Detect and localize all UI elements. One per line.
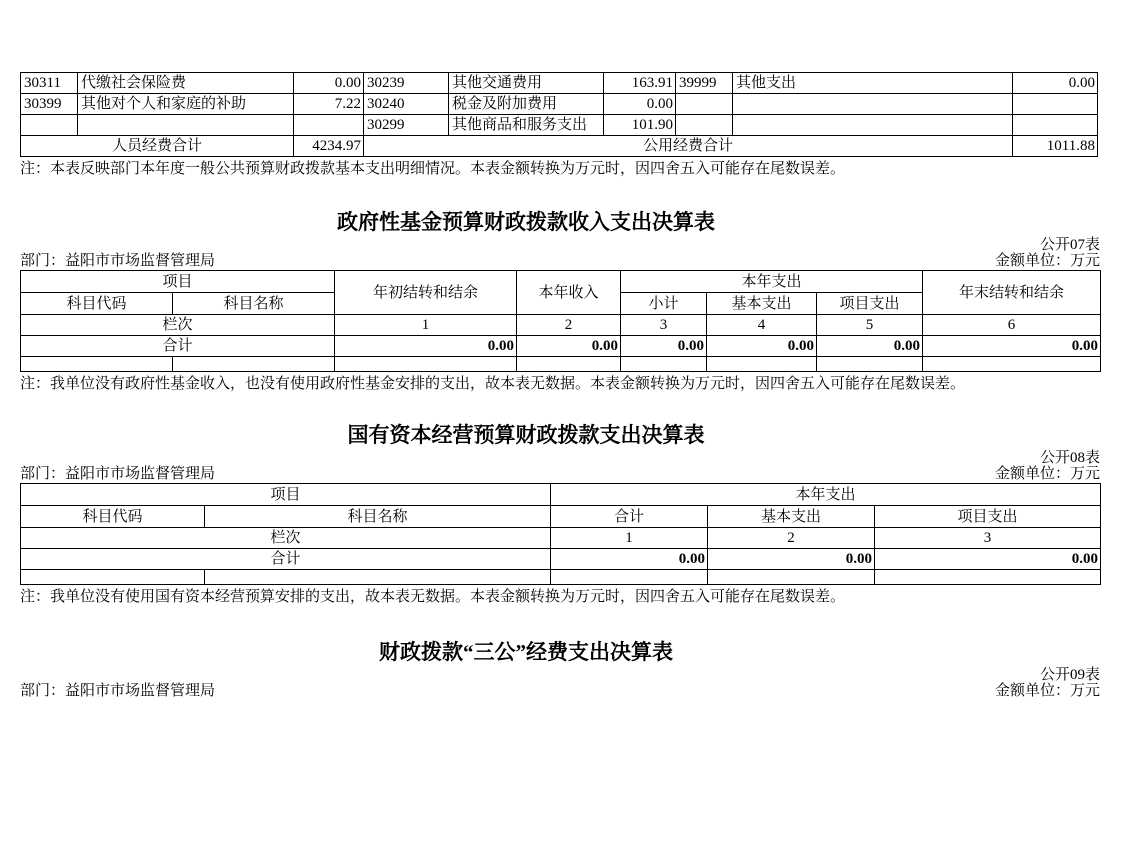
subject-code-cell bbox=[676, 115, 733, 136]
empty-cell bbox=[335, 357, 517, 372]
state-capital-title: 国有资本经营预算财政拨款支出决算表 bbox=[347, 423, 705, 447]
table-note: 注：我单位没有使用国有资本经营预算安排的支出，故本表无数据。本表金额转换为万元时，因四舍五入可能存在尾数误差。 bbox=[20, 589, 846, 605]
amount-cell: 0.00 bbox=[604, 94, 676, 115]
subject-name-cell: 代缴社会保险费 bbox=[78, 73, 294, 94]
empty-cell bbox=[551, 570, 708, 585]
unit-label: 金额单位：万元 bbox=[994, 683, 1100, 699]
total-value: 0.00 bbox=[551, 549, 708, 570]
table-note: 注：我单位没有政府性基金收入，也没有使用政府性基金安排的支出，故本表无数据。本表金额转换为万元时，因四舍五入可能存在尾数误差。 bbox=[20, 376, 966, 392]
subject-name-cell: 税金及附加费用 bbox=[449, 94, 604, 115]
header-row bbox=[21, 506, 1101, 528]
header-code: 科目代码 bbox=[21, 293, 173, 315]
subject-name-cell: 其他商品和服务支出 bbox=[449, 115, 604, 136]
amount-cell bbox=[1013, 115, 1098, 136]
header-basic: 基本支出 bbox=[708, 506, 875, 528]
table-meta-line bbox=[20, 253, 1100, 270]
header-project-exp: 项目支出 bbox=[875, 506, 1101, 528]
gov-fund-table bbox=[20, 270, 1101, 372]
empty-cell bbox=[205, 570, 551, 585]
column-index: 2 bbox=[517, 315, 621, 336]
sheet-number: 公开08表 bbox=[1039, 450, 1100, 466]
empty-cell bbox=[21, 570, 205, 585]
header-subtotal: 小计 bbox=[621, 293, 707, 315]
header-name: 科目名称 bbox=[205, 506, 551, 528]
empty-cell bbox=[621, 357, 707, 372]
header-row bbox=[21, 484, 1101, 506]
amount-cell: 0.00 bbox=[294, 73, 364, 94]
empty-cell bbox=[875, 570, 1101, 585]
column-index: 2 bbox=[708, 528, 875, 549]
header-row bbox=[21, 271, 1101, 293]
gov-fund-title: 政府性基金预算财政拨款收入支出决算表 bbox=[337, 210, 715, 234]
amount-cell: 163.91 bbox=[604, 73, 676, 94]
header-year-expense: 本年支出 bbox=[621, 271, 923, 293]
subject-code-cell: 30299 bbox=[364, 115, 449, 136]
subject-name-cell: 其他支出 bbox=[733, 73, 1013, 94]
total-label: 合计 bbox=[21, 336, 335, 357]
subject-name-cell bbox=[733, 115, 1013, 136]
total-value: 0.00 bbox=[335, 336, 517, 357]
basic-expenditure-table bbox=[20, 72, 1098, 157]
lanci-label: 栏次 bbox=[21, 315, 335, 336]
amount-cell: 7.22 bbox=[294, 94, 364, 115]
header-project: 项目 bbox=[21, 271, 335, 293]
column-index: 4 bbox=[707, 315, 817, 336]
department-label: 部门：益阳市市场监督管理局 bbox=[20, 253, 216, 269]
table-row bbox=[21, 115, 1098, 136]
column-index-row bbox=[21, 528, 1101, 549]
subject-code-cell bbox=[21, 115, 78, 136]
three-public-title: 财政拨款“三公”经费支出决算表 bbox=[379, 640, 673, 664]
total-value: 0.00 bbox=[923, 336, 1101, 357]
header-project: 项目 bbox=[21, 484, 551, 506]
table-row bbox=[21, 94, 1098, 115]
sheet-number: 公开09表 bbox=[1039, 667, 1100, 683]
department-label: 部门：益阳市市场监督管理局 bbox=[20, 683, 216, 699]
total-value: 0.00 bbox=[621, 336, 707, 357]
amount-cell: 0.00 bbox=[1013, 73, 1098, 94]
column-index: 3 bbox=[875, 528, 1101, 549]
lanci-label: 栏次 bbox=[21, 528, 551, 549]
total-label: 合计 bbox=[21, 549, 551, 570]
total-value: 0.00 bbox=[707, 336, 817, 357]
column-index: 6 bbox=[923, 315, 1101, 336]
header-total: 合计 bbox=[551, 506, 708, 528]
subject-code-cell: 30399 bbox=[21, 94, 78, 115]
public-total-label: 公用经费合计 bbox=[364, 136, 1013, 157]
header-year-expense: 本年支出 bbox=[551, 484, 1101, 506]
subject-code-cell: 39999 bbox=[676, 73, 733, 94]
subject-code-cell: 30240 bbox=[364, 94, 449, 115]
department-label: 部门：益阳市市场监督管理局 bbox=[20, 466, 216, 482]
empty-row bbox=[21, 357, 1101, 372]
empty-cell bbox=[707, 357, 817, 372]
unit-label: 金额单位：万元 bbox=[994, 466, 1100, 482]
empty-cell bbox=[517, 357, 621, 372]
subject-name-cell bbox=[78, 115, 294, 136]
total-row bbox=[21, 336, 1101, 357]
empty-cell bbox=[708, 570, 875, 585]
column-index: 1 bbox=[551, 528, 708, 549]
empty-cell bbox=[817, 357, 923, 372]
subject-code-cell: 30311 bbox=[21, 73, 78, 94]
empty-row bbox=[21, 570, 1101, 585]
header-project-exp: 项目支出 bbox=[817, 293, 923, 315]
total-row bbox=[21, 549, 1101, 570]
column-index: 5 bbox=[817, 315, 923, 336]
table-row bbox=[21, 73, 1098, 94]
subject-name-cell bbox=[733, 94, 1013, 115]
document-page bbox=[20, 72, 1100, 700]
header-name: 科目名称 bbox=[173, 293, 335, 315]
personnel-total-value: 4234.97 bbox=[294, 136, 364, 157]
header-year-income: 本年收入 bbox=[517, 271, 621, 315]
empty-cell bbox=[21, 357, 173, 372]
table-meta-line bbox=[20, 683, 1100, 700]
header-end-balance: 年末结转和结余 bbox=[923, 271, 1101, 315]
sheet-number: 公开07表 bbox=[1039, 237, 1100, 253]
total-value: 0.00 bbox=[517, 336, 621, 357]
table-meta-line bbox=[20, 466, 1100, 483]
amount-cell: 101.90 bbox=[604, 115, 676, 136]
header-begin-balance: 年初结转和结余 bbox=[335, 271, 517, 315]
state-capital-table bbox=[20, 483, 1101, 585]
unit-label: 金额单位：万元 bbox=[994, 253, 1100, 269]
header-code: 科目代码 bbox=[21, 506, 205, 528]
total-value: 0.00 bbox=[875, 549, 1101, 570]
column-index: 1 bbox=[335, 315, 517, 336]
public-total-value: 1011.88 bbox=[1013, 136, 1098, 157]
subject-name-cell: 其他对个人和家庭的补助 bbox=[78, 94, 294, 115]
subject-code-cell bbox=[676, 94, 733, 115]
amount-cell bbox=[294, 115, 364, 136]
total-row bbox=[21, 136, 1098, 157]
total-value: 0.00 bbox=[708, 549, 875, 570]
personnel-total-label: 人员经费合计 bbox=[21, 136, 294, 157]
column-index-row bbox=[21, 315, 1101, 336]
header-basic: 基本支出 bbox=[707, 293, 817, 315]
subject-name-cell: 其他交通费用 bbox=[449, 73, 604, 94]
subject-code-cell: 30239 bbox=[364, 73, 449, 94]
empty-cell bbox=[173, 357, 335, 372]
table-note: 注：本表反映部门本年度一般公共预算财政拨款基本支出明细情况。本表金额转换为万元时，因四舍五入可能存在尾数误差。 bbox=[20, 161, 846, 177]
total-value: 0.00 bbox=[817, 336, 923, 357]
column-index: 3 bbox=[621, 315, 707, 336]
amount-cell bbox=[1013, 94, 1098, 115]
empty-cell bbox=[923, 357, 1101, 372]
